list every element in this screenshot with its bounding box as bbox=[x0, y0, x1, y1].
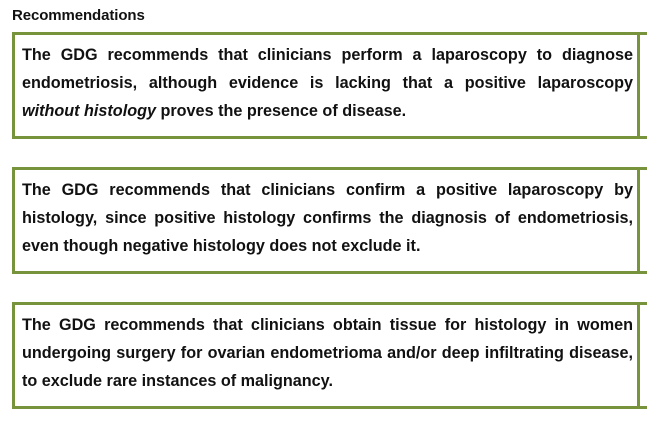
recommendation-box-3 bbox=[12, 302, 647, 409]
recommendation-text-1 bbox=[15, 35, 640, 136]
recommendation-box-1 bbox=[12, 32, 647, 139]
section-heading: Recommendations bbox=[12, 7, 145, 24]
recommendation-text-3: The GDG recommends that clinicians obtain tissue for histology in women undergoing surgery for ovarian endometrioma and/or deep infiltrating disease, to exclude rare instances of malignancy. bbox=[15, 305, 640, 406]
recommendation-text-2: The GDG recommends that clinicians confirm a positive laparoscopy by histology, since positive histology confirms the diagnosis of endometriosis, even though negative histology does not exclude it. bbox=[15, 170, 640, 271]
recommendation-1-emphasis: without histology bbox=[22, 102, 156, 120]
recommendation-1-text-before: The GDG recommends that clinicians perform a laparoscopy to diagnose endometriosis, although evidence is lacking that a positive laparoscopy bbox=[22, 46, 633, 92]
recommendation-box-2 bbox=[12, 167, 647, 274]
recommendation-1-text-after: proves the presence of disease. bbox=[155, 102, 407, 120]
